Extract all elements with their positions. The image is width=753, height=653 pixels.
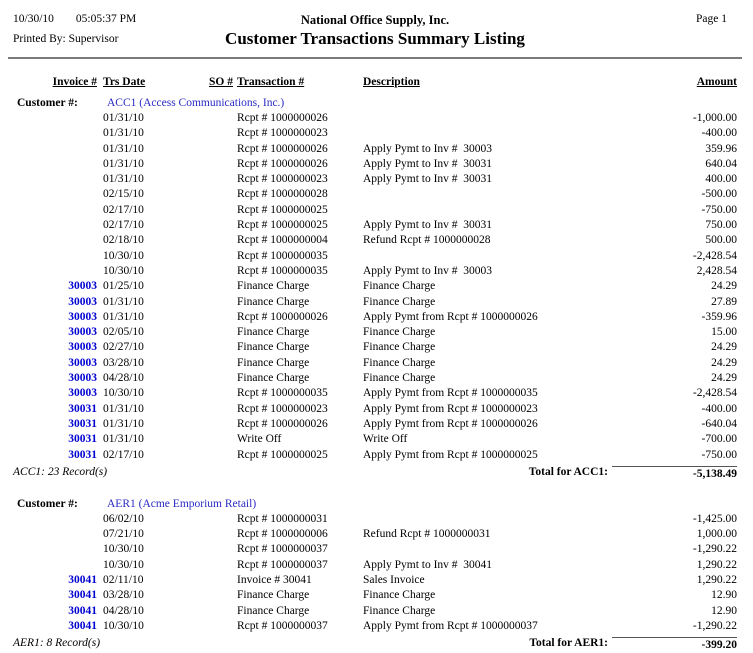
table-row [13,218,737,233]
cell-amount: 15.00 [711,326,737,339]
cell-invoice-number [13,126,97,141]
cell-invoice-number [13,542,97,557]
cell-invoice-number[interactable]: 30031 [68,417,97,430]
cell-invoice-number[interactable]: 30003 [68,310,97,323]
cell-invoice-number[interactable]: 30003 [68,356,97,369]
table-row [13,325,737,340]
cell-description: Apply Pymt to Inv # 30031 [363,157,493,170]
cell-amount: 24.29 [711,372,737,385]
cell-transaction: Finance Charge [237,372,310,385]
table-row [13,417,737,432]
cell-trs-date: 02/17/10 [103,448,144,461]
cell-invoice-number[interactable]: 30041 [68,574,97,587]
customer-row [13,498,737,512]
cell-trs-date: 01/31/10 [103,112,144,124]
cell-amount: 24.29 [711,356,737,369]
cell-invoice-number [13,527,97,542]
cell-description: Apply Pymt to Inv # 30031 [363,173,493,186]
cell-trs-date: 01/31/10 [103,295,144,308]
table-row [13,157,737,172]
cell-transaction: Rcpt # 1000000037 [237,558,328,571]
table-row [13,432,737,447]
table-row [13,111,737,126]
table-row [13,249,737,264]
cell-description: Refund Rcpt # 1000000031 [363,528,491,541]
cell-amount: 640.04 [705,157,737,170]
customer-number-label: Customer #: [17,497,78,510]
cell-description: Refund Rcpt # 1000000028 [363,234,491,247]
cell-trs-date: 06/02/10 [103,512,144,525]
cell-trs-date: 10/30/10 [103,619,144,632]
cell-transaction: Rcpt # 1000000025 [237,448,328,461]
cell-amount: 24.29 [711,341,737,354]
cell-amount: 500.00 [705,234,737,247]
customer-total-row [13,466,737,482]
customer-sections [13,97,737,653]
cell-description: Finance Charge [363,372,436,385]
table-row [13,356,737,371]
cell-invoice-number[interactable]: 30003 [68,295,97,308]
table-row [13,573,737,588]
cell-invoice-number[interactable]: 30003 [68,372,97,385]
cell-description: Finance Charge [363,604,436,617]
cell-transaction: Rcpt # 1000000026 [237,157,328,170]
cell-trs-date: 01/31/10 [103,310,144,323]
cell-amount: 24.29 [711,280,737,293]
column-header-transaction: Transaction # [237,76,305,88]
table-row [13,142,737,157]
cell-trs-date: 01/31/10 [103,157,144,170]
cell-amount: -359.96 [701,310,737,323]
cell-trs-date: 10/30/10 [103,387,144,400]
cell-transaction: Invoice # 30041 [237,574,312,587]
cell-transaction: Finance Charge [237,604,310,617]
cell-transaction: Finance Charge [237,356,310,369]
cell-trs-date: 04/28/10 [103,372,144,385]
cell-description: Apply Pymt to Inv # 30003 [363,264,493,277]
cell-amount: -500.00 [701,188,737,201]
cell-trs-date: 02/11/10 [103,574,144,587]
cell-trs-date: 01/31/10 [103,173,144,186]
customer-section [13,97,737,482]
cell-invoice-number[interactable]: 30031 [68,448,97,461]
customer-total-row [13,637,737,653]
cell-transaction: Rcpt # 1000000035 [237,387,328,400]
company-name: National Office Supply, Inc. [300,13,450,27]
cell-invoice-number [13,172,97,187]
cell-invoice-number [13,157,97,172]
cell-description [363,126,600,141]
cell-amount: -640.04 [701,417,737,430]
cell-trs-date: 01/31/10 [103,127,144,140]
table-row [13,295,737,310]
table-row [13,126,737,141]
cell-trs-date: 01/31/10 [103,402,144,415]
table-row [13,172,737,187]
column-headers [13,76,737,90]
cell-description [363,249,600,264]
cell-invoice-number [13,187,97,202]
cell-description: Apply Pymt from Rcpt # 1000000035 [363,387,538,400]
cell-trs-date: 10/30/10 [103,264,144,277]
cell-amount: 1,290.22 [696,558,737,571]
total-label: Total for ACC1: [528,465,608,478]
column-header-so: SO # [209,76,233,88]
table-row [13,233,737,248]
cell-amount: 1,290.22 [696,574,737,587]
cell-trs-date: 03/28/10 [103,356,144,369]
cell-trs-date: 02/05/10 [103,326,144,339]
cell-invoice-number [13,249,97,264]
table-row [13,512,737,527]
cell-trs-date: 02/17/10 [103,219,144,232]
cell-description: Finance Charge [363,341,436,354]
cell-amount: -400.00 [701,127,737,140]
customer-section [13,498,737,653]
column-header-description: Description [363,76,420,88]
table-row [13,527,737,542]
cell-description: Sales Invoice [363,574,425,587]
column-header-trs-date: Trs Date [103,76,146,88]
cell-trs-date: 02/17/10 [103,203,144,216]
table-row [13,402,737,417]
cell-transaction: Rcpt # 1000000023 [237,402,328,415]
cell-invoice-number[interactable]: 30041 [68,589,97,602]
table-row [13,187,737,202]
cell-transaction: Rcpt # 1000000037 [237,619,328,632]
cell-transaction: Finance Charge [237,295,310,308]
cell-trs-date: 10/30/10 [103,543,144,556]
printed-by: Printed By: Supervisor [13,33,119,45]
records-count: ACC1: 23 Record(s) [13,465,108,478]
cell-description [363,203,600,218]
cell-description: Write Off [363,433,408,446]
cell-invoice-number[interactable]: 30003 [68,326,97,339]
report-time: 05:05:37 PM [75,13,137,25]
cell-trs-date: 07/21/10 [103,528,144,541]
cell-invoice-number[interactable]: 30031 [68,402,97,415]
table-row [13,203,737,218]
cell-invoice-number [13,233,97,248]
cell-description: Apply Pymt to Inv # 30003 [363,142,493,155]
customer-link[interactable]: AER1 (Acme Emporium Retail) [107,497,257,510]
cell-trs-date: 10/30/10 [103,249,144,262]
cell-description: Finance Charge [363,295,436,308]
cell-transaction: Finance Charge [237,341,310,354]
cell-description [363,512,600,527]
page-number: Page 1 [696,13,727,25]
cell-description [363,111,600,126]
cell-transaction: Finance Charge [237,589,310,602]
report-date: 10/30/10 [13,13,54,25]
column-header-invoice: Invoice # [52,76,97,88]
cell-transaction: Rcpt # 1000000006 [237,528,328,541]
cell-description [363,187,600,202]
table-row [13,310,737,325]
total-label: Total for AER1: [529,637,608,650]
cell-invoice-number [13,203,97,218]
cell-transaction: Rcpt # 1000000026 [237,112,328,124]
cell-transaction: Rcpt # 1000000023 [237,173,328,186]
table-row [13,588,737,603]
cell-trs-date: 01/31/10 [103,433,144,446]
cell-transaction: Rcpt # 1000000037 [237,543,328,556]
table-row [13,264,737,279]
cell-amount: 27.89 [711,295,737,308]
cell-trs-date: 10/30/10 [103,558,144,571]
cell-transaction: Rcpt # 1000000026 [237,142,328,155]
cell-amount: -750.00 [701,203,737,216]
cell-trs-date: 02/27/10 [103,341,144,354]
cell-amount: 750.00 [705,219,737,232]
cell-description: Finance Charge [363,589,436,602]
cell-amount: -1,290.22 [692,543,737,556]
cell-invoice-number[interactable]: 30041 [68,619,97,632]
cell-transaction: Rcpt # 1000000035 [237,264,328,277]
cell-amount: -1,425.00 [692,512,737,525]
table-row [13,340,737,355]
table-row [13,448,737,463]
cell-transaction: Finance Charge [237,280,310,293]
cell-invoice-number[interactable]: 30003 [68,341,97,354]
cell-transaction: Rcpt # 1000000025 [237,203,328,216]
cell-description: Finance Charge [363,356,436,369]
records-count: AER1: 8 Record(s) [13,637,101,650]
cell-transaction: Rcpt # 1000000004 [237,234,328,247]
cell-trs-date: 01/25/10 [103,280,144,293]
table-row [13,604,737,619]
cell-amount: -2,428.54 [692,249,737,262]
cell-transaction: Rcpt # 1000000026 [237,417,328,430]
cell-transaction: Rcpt # 1000000026 [237,310,328,323]
cell-amount: -1,290.22 [692,619,737,632]
table-row [13,386,737,401]
cell-amount: -700.00 [701,433,737,446]
cell-description: Apply Pymt from Rcpt # 1000000026 [363,417,538,430]
cell-amount: 359.96 [705,142,737,155]
table-row [13,279,737,294]
cell-trs-date: 04/28/10 [103,604,144,617]
cell-invoice-number [13,264,97,279]
total-amount: -399.20 [612,637,737,651]
cell-trs-date: 02/18/10 [103,234,144,247]
cell-transaction: Rcpt # 1000000035 [237,249,328,262]
cell-transaction: Rcpt # 1000000025 [237,219,328,232]
cell-description: Finance Charge [363,280,436,293]
cell-amount: -750.00 [701,448,737,461]
cell-invoice-number [13,558,97,573]
table-row [13,542,737,557]
cell-trs-date: 01/31/10 [103,142,144,155]
cell-invoice-number [13,512,97,527]
cell-amount: 400.00 [705,173,737,186]
header-rule [8,57,742,59]
cell-invoice-number[interactable]: 30003 [68,387,97,400]
report-header [13,13,737,57]
cell-transaction: Rcpt # 1000000023 [237,127,328,140]
cell-transaction: Rcpt # 1000000028 [237,188,328,201]
cell-description: Apply Pymt to Inv # 30041 [363,558,493,571]
customer-row [13,97,737,111]
cell-amount: -400.00 [701,402,737,415]
table-row [13,619,737,634]
cell-description: Apply Pymt from Rcpt # 1000000037 [363,619,538,632]
cell-invoice-number [13,111,97,126]
cell-amount: 1,000.00 [696,528,737,541]
cell-description: Apply Pymt from Rcpt # 1000000025 [363,448,538,461]
cell-invoice-number [13,142,97,157]
total-amount: -5,138.49 [612,466,737,480]
cell-amount: -1,000.00 [692,112,737,124]
cell-description [363,542,600,557]
cell-amount: 2,428.54 [696,264,737,277]
cell-invoice-number[interactable]: 30041 [68,604,97,617]
table-row [13,371,737,386]
customer-link[interactable]: ACC1 (Access Communications, Inc.) [107,97,285,109]
cell-amount: 12.90 [711,589,737,602]
cell-amount: -2,428.54 [692,387,737,400]
cell-description: Apply Pymt from Rcpt # 1000000023 [363,402,538,415]
column-header-amount: Amount [696,76,737,88]
cell-amount: 12.90 [711,604,737,617]
cell-transaction: Finance Charge [237,326,310,339]
cell-transaction: Write Off [237,433,282,446]
cell-invoice-number[interactable]: 30003 [68,280,97,293]
cell-description: Apply Pymt from Rcpt # 1000000026 [363,310,538,323]
cell-description: Finance Charge [363,326,436,339]
cell-transaction: Rcpt # 1000000031 [237,512,328,525]
cell-trs-date: 01/31/10 [103,417,144,430]
report-title: Customer Transactions Summary Listing [225,29,525,48]
cell-invoice-number [13,218,97,233]
cell-description: Apply Pymt to Inv # 30031 [363,219,493,232]
cell-trs-date: 02/15/10 [103,188,144,201]
cell-invoice-number[interactable]: 30031 [68,433,97,446]
cell-trs-date: 03/28/10 [103,589,144,602]
customer-number-label: Customer #: [17,97,78,109]
table-row [13,558,737,573]
